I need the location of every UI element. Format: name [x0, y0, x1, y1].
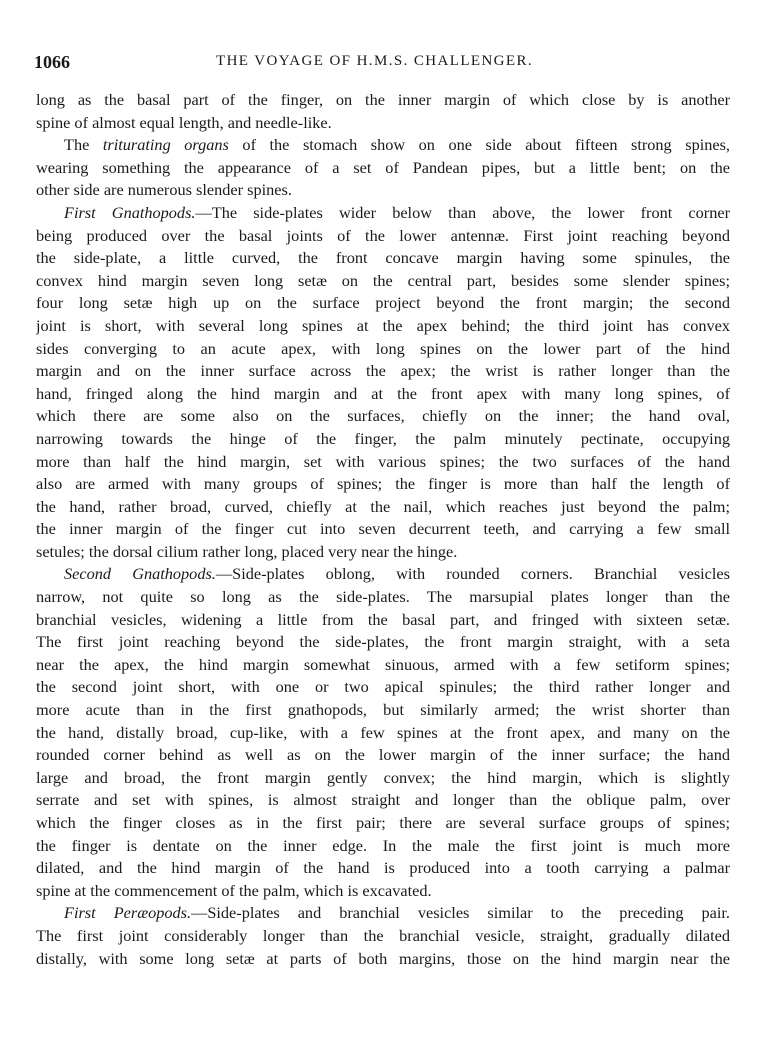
text-line-content: large and broad, the front margin gently convex; the hind margin, which is slightly: [36, 767, 730, 787]
text-line-content: margin and on the inner surface across the apex; the wrist is rather longer than the: [36, 361, 730, 381]
text-line-content: spine at the commencement of the palm, which is excavated.: [36, 880, 432, 900]
text-line: [36, 880, 730, 903]
text-line-content: more acute than in the first gnathopods, but similarly armed; the wrist shorter than: [36, 700, 730, 720]
text-line: [36, 676, 730, 699]
text-line-content: The first joint reaching beyond the side-plates, the front margin straight, with a seta: [36, 632, 730, 652]
text-line-content: serrate and set with spines, is almost straight and longer than the oblique palm, over: [36, 790, 730, 810]
text-line-content: —Side-plates and branchial vesicles similar to the preceding pair.: [191, 903, 730, 923]
text-line-content: of the stomach show on one side about fifteen strong spines,: [228, 135, 730, 155]
text-line: [36, 89, 730, 112]
italic-heading: First Gnathopods.: [64, 202, 196, 222]
text-line-content: the finger is dentate on the inner edge. In the male the first joint is much more: [36, 835, 730, 855]
text-line-content: which there are some also on the surfaces, chiefly on the inner; the hand oval,: [36, 406, 730, 426]
text-line: [36, 857, 730, 880]
text-line: [36, 609, 730, 632]
italic-heading: First Peræopods.: [64, 903, 192, 923]
text-line: [36, 812, 730, 835]
page-number: 1066: [34, 52, 70, 72]
text-line: [36, 948, 730, 971]
text-line: [36, 925, 730, 948]
text-line-content: hand, fringed along the hind margin and at the front apex with many long spines, of: [36, 383, 730, 403]
text-line-content: narrowing towards the hinge of the finger, the palm minutely pectinate, occupying: [36, 428, 730, 448]
running-head: [34, 52, 734, 76]
text-line: [36, 631, 730, 654]
text-line: [36, 383, 730, 406]
text-line-content: —The side-plates wider below than above, the lower front corner: [195, 202, 730, 222]
text-line: [36, 247, 730, 270]
italic-heading: triturating organs: [102, 135, 229, 155]
text-line-content: which the finger closes as in the first pair; there are several surface groups of spines;: [36, 813, 730, 832]
text-line-content: also are armed with many groups of spines; the finger is more than half the length of: [36, 474, 730, 494]
text-line-content: wearing something the appearance of a set of Pandean pipes, but a little bent; on the: [36, 157, 730, 177]
text-line-content: branchial vesicles, widening a little from the basal part, and fringed with sixteen setæ.: [36, 609, 730, 629]
text-line-content: long as the basal part of the finger, on the inner margin of which close by is another: [36, 90, 730, 109]
text-line: [36, 405, 730, 428]
text-line: [36, 518, 730, 541]
text-line: [36, 202, 730, 225]
running-title: THE VOYAGE OF H.M.S. CHALLENGER.: [216, 53, 534, 69]
text-line: [36, 157, 730, 180]
text-line: [36, 586, 730, 609]
text-line: [36, 179, 730, 202]
text-line-content: other side are numerous slender spines.: [36, 180, 292, 200]
text-line-content: the second joint short, with one or two apical spinules; the third rather longer and: [36, 677, 730, 697]
text-line: [36, 360, 730, 383]
text-line-content: the hand, rather broad, curved, chiefly at the nail, which reaches just beyond the palm;: [36, 496, 730, 516]
text-line-content: distally, with some long setæ at parts of both margins, those on the hind margin near the: [36, 948, 730, 968]
text-line: [36, 835, 730, 858]
text-line: [36, 541, 730, 564]
text-line: [36, 112, 730, 135]
text-line: [36, 451, 730, 474]
text-line-content: rounded corner behind as well as on the lower margin of the inner surface; the hand: [36, 745, 730, 765]
text-line: [36, 428, 730, 451]
text-line-content: —Side-plates oblong, with rounded corners. Branchial vesicles: [215, 564, 730, 584]
italic-heading: Second Gnathopods.: [64, 564, 216, 584]
text-line: [36, 225, 730, 248]
text-line-lead: The: [64, 135, 103, 155]
text-line: [36, 473, 730, 496]
text-line-content: joint is short, with several long spines at the apex behind; the third joint has convex: [36, 315, 730, 335]
text-line-content: more than half the hind margin, set with various spines; the two surfaces of the hand: [36, 451, 730, 471]
text-line: [36, 789, 730, 812]
text-line: [36, 270, 730, 293]
text-line-content: being produced over the basal joints of the lower antennæ. First joint reaching beyond: [36, 225, 730, 245]
text-line-content: setules; the dorsal cilium rather long, placed very near the hinge.: [36, 541, 458, 561]
text-line-content: the side-plate, a little curved, the front concave margin having some spinules, the: [36, 248, 730, 268]
text-line-content: The first joint considerably longer than the branchial vesicle, straight, gradually dilated: [36, 925, 730, 945]
text-line: [36, 338, 730, 361]
text-line-content: spine of almost equal length, and needle-like.: [36, 112, 332, 132]
text-line-content: convex hind margin seven long setæ on the central part, besides some slender spines;: [36, 270, 730, 290]
body-text: [36, 89, 730, 970]
text-line: [36, 563, 730, 586]
text-line-content: the inner margin of the finger cut into seven decurrent teeth, and carrying a few small: [36, 519, 730, 539]
text-line-content: dilated, and the hind margin of the hand is produced into a tooth carrying a palmar: [36, 858, 730, 878]
text-line-content: narrow, not quite so long as the side-plates. The marsupial plates longer than the: [36, 587, 730, 607]
text-line: [36, 496, 730, 519]
text-line-content: sides converging to an acute apex, with long spines on the lower part of the hind: [36, 338, 730, 358]
text-line: [36, 134, 730, 157]
text-line: [36, 902, 730, 925]
text-line-content: near the apex, the hind margin somewhat sinuous, armed with a few setiform spines;: [36, 654, 730, 674]
text-line: [36, 767, 730, 790]
text-line: [36, 722, 730, 745]
text-line: [36, 744, 730, 767]
text-line: [36, 315, 730, 338]
text-line-content: four long setæ high up on the surface project beyond the front margin; the second: [36, 293, 730, 313]
text-line: [36, 292, 730, 315]
text-line: [36, 699, 730, 722]
text-line-content: the hand, distally broad, cup-like, with a few spines at the front apex, and many on the: [36, 722, 730, 742]
text-line: [36, 654, 730, 677]
